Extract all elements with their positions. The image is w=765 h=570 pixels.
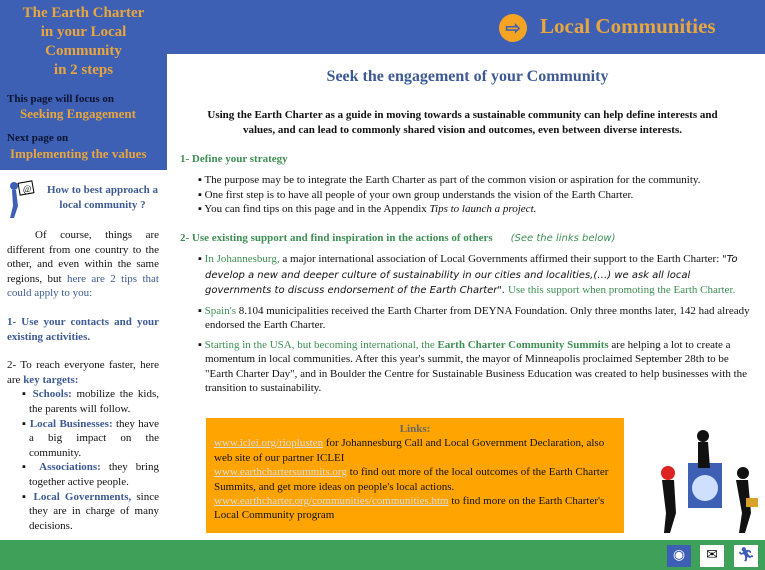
person-holding-sign-icon xyxy=(6,178,40,220)
arrow-right-icon: ⇨ xyxy=(499,14,527,42)
link-description: to find out more of the local outcomes of the Earth Charter Summits, and get more ideas on people's local actions. xyxy=(214,466,609,493)
bullet-text: The purpose may be to integrate the Earth Charter as part of the common vision or aspiration for the community. xyxy=(204,174,701,186)
title-line: The Earth Charter xyxy=(22,5,145,21)
title-line: in your Local xyxy=(40,24,127,40)
bullet-text: a major international association of Local Governments affirmed their support to the Earth Charter: xyxy=(279,253,723,265)
link-item xyxy=(214,436,616,465)
section-1-list xyxy=(198,173,750,217)
svg-text:@: @ xyxy=(23,184,32,194)
link-item xyxy=(214,465,616,494)
how-question: How to best approach a local community ? xyxy=(46,184,159,211)
link-description: to find more on the Earth Charter's Local Community program xyxy=(214,495,605,522)
link-iclei[interactable]: www.iclei.org/rioplusten xyxy=(214,437,324,450)
list-item: ▪ One first step is to have all people of your own group understands the vision of the Earth Charter. xyxy=(198,188,634,201)
section-2-list xyxy=(198,252,750,401)
tip-2-prefix: 2- To reach everyone faster, here are xyxy=(7,359,159,386)
sidebar-title xyxy=(0,4,167,80)
see-links-note: (See the links below) xyxy=(510,233,616,244)
target-name: Local Businesses: xyxy=(29,417,113,430)
bullet-text: 8.104 municipalities received the Earth Charter from DEYNA Foundation. Only three months later, 142 had already endorsed the Earth Charter. xyxy=(205,304,750,331)
links-title: Links: xyxy=(399,423,431,435)
target-item: ▪ Schools: mobilize the kids, the parents will follow. xyxy=(22,388,160,415)
target-text: mobilize the kids, the parents will follow. xyxy=(29,388,160,415)
mail-icon[interactable]: ✉ xyxy=(700,545,724,567)
target-item: ▪ Local Businesses: they have a big impact on the community. xyxy=(22,417,159,459)
target-text: they have a big impact on the community. xyxy=(29,417,159,459)
person-icon[interactable]: 🏃︎ xyxy=(734,545,758,567)
link-description: for Johannesburg Call and Local Government Declaration, also web site of our partner ICLEI xyxy=(214,437,605,464)
target-name: Local Governments, xyxy=(33,490,132,503)
next-page-link[interactable]: Implementing the values xyxy=(10,146,147,161)
bullet-text: are helping a lot to create a momentum in local communities. After this year's summit, the mayor of Minneapolis proclaimed September 28th to be "Earth Charter Day", and in Boulder the Centre for Sustainable Business Education was created to help businesses with the transition to sustainability. xyxy=(205,338,748,394)
next-label: Next page on xyxy=(7,132,69,144)
list-item: ▪ In Johannesburg, a major international association of Local Governments affirmed their support to the Earth Charter: "To develop a new and deeper culture of sustainability in our cities and localities,(…) we ask all local governments to discuss endorsement of the Earth Charter". Use this support when promoting the Earth Charter. xyxy=(198,253,738,296)
target-item: ▪ Associations: they bring together active people. xyxy=(22,461,159,488)
list-item: ▪ Spain's 8.104 municipalities received the Earth Charter from DEYNA Foundation. Only three months later, 142 had already endorsed the Earth Charter. xyxy=(198,304,750,331)
bullet-lead: Starting in the USA, but becoming international, the xyxy=(204,338,438,351)
globe-icon[interactable]: ◉ xyxy=(667,545,691,567)
tip-2-highlight: key targets: xyxy=(23,373,79,386)
footer-bar xyxy=(0,540,765,570)
target-name: Associations: xyxy=(39,461,101,474)
link-communities[interactable]: www.earthcharter.org/communities/communities.htm xyxy=(214,495,449,508)
section-2-heading xyxy=(180,232,616,244)
tip-1: 1- Use your contacts and your existing activities. xyxy=(7,315,159,343)
left-tips xyxy=(7,228,159,533)
bullet-lead: Spain's xyxy=(204,304,236,317)
target-name: Schools: xyxy=(32,388,72,401)
link-summits[interactable]: www.earthchartersummits.org xyxy=(214,466,347,479)
bullet-text: You can find tips on this page and in the Appendix xyxy=(204,203,430,215)
intro-text: Of course, things are different from one country to the other, and even within the same regions, but xyxy=(7,229,159,285)
list-item: ▪ The purpose may be to integrate the Earth Charter as part of the common vision or aspiration for the community. xyxy=(198,174,701,186)
section-1-heading: 1- Define your strategy xyxy=(180,153,288,165)
quote: "To develop a new and deeper culture of sustainability in our cities and localities,(…) we ask all local governments to discuss endorsement of the Earth Charter". xyxy=(205,254,738,296)
list-item: ▪ You can find tips on this page and in the Appendix Tips to launch a project. xyxy=(198,203,537,215)
list-item: ▪ Starting in the USA, but becoming international, the Earth Charter Community Summits are helping a lot to create a momentum in local communities. After this year's summit, the mayor of Minneapolis proclaimed September 28th to be "Earth Charter Day", and in Boulder the Centre for Sustainable Business Education was created to help businesses with the transition to sustainability. xyxy=(198,338,748,394)
bullet-text: One first step is to have all people of your own group understands the vision of the Earth Charter. xyxy=(204,188,634,201)
appendix-reference: Tips to launch a project. xyxy=(429,203,537,215)
focus-label: This page will focus on xyxy=(7,93,114,105)
bullet-lead: In Johannesburg, xyxy=(204,253,280,265)
title-line: Community xyxy=(45,43,122,59)
target-text: they bring together active people. xyxy=(29,461,159,488)
people-with-globe-illustration xyxy=(648,418,763,536)
intro-highlight: here are 2 tips that could apply to you: xyxy=(7,272,159,300)
intro-paragraph: Using the Earth Charter as a guide in moving towards a sustainable community can help define interests and values, and can lead to commonly shared vision and outcomes, even between diverse interests. xyxy=(207,109,718,136)
links-box xyxy=(206,418,624,533)
title-line: in 2 steps xyxy=(53,62,114,78)
section-2-title: 2- Use existing support and find inspiration in the actions of others xyxy=(180,232,493,244)
target-text: since they are in charge of many decisions. xyxy=(29,490,159,532)
summits-name: Earth Charter Community Summits xyxy=(437,338,609,351)
link-item xyxy=(214,494,616,523)
bullet-tail: Use this support when promoting the Earth Charter. xyxy=(505,284,736,296)
target-item: ▪ Local Governments, since they are in charge of many decisions. xyxy=(22,490,159,532)
page-subtitle: Seek the engagement of your Community xyxy=(326,68,609,85)
page-title: Local Communities xyxy=(540,14,716,38)
focus-value: Seeking Engagement xyxy=(20,106,136,121)
